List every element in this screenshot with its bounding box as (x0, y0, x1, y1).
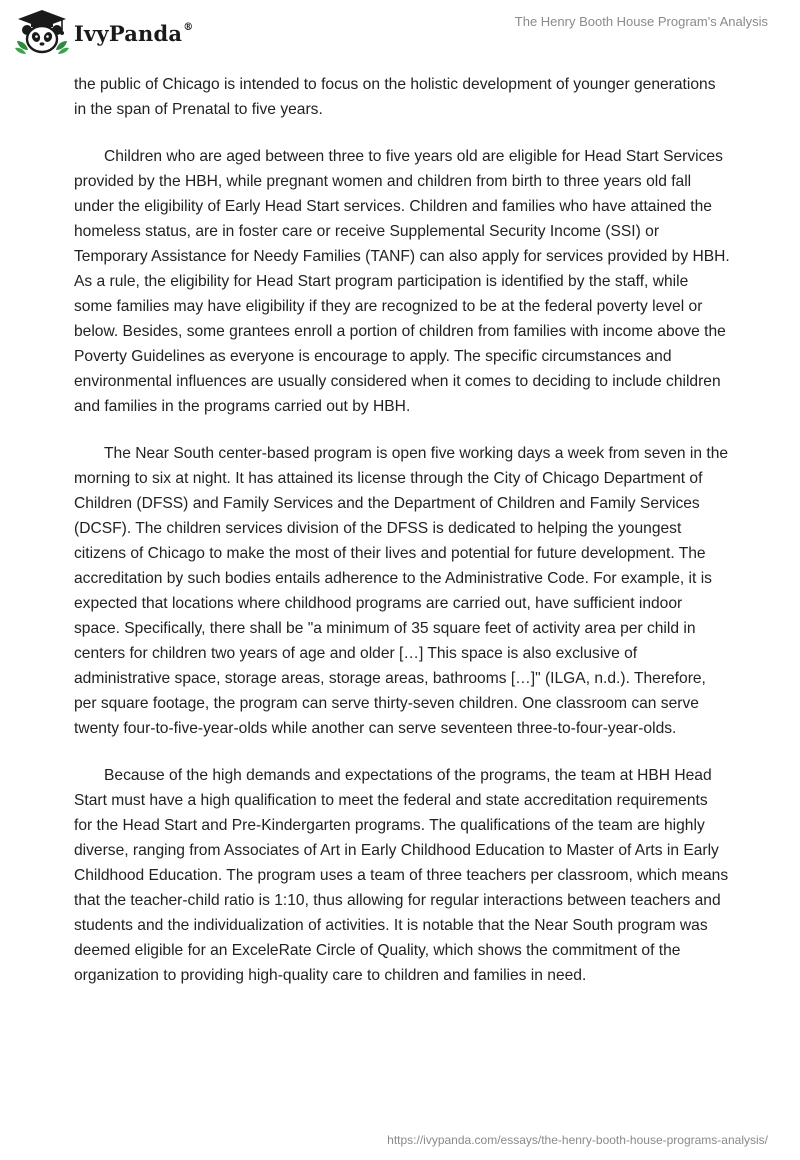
ivypanda-logo[interactable] (14, 8, 193, 56)
page-header (0, 0, 800, 60)
brand-name: IvyPanda® (74, 20, 194, 46)
essay-body (74, 72, 730, 1010)
paragraph: Because of the high demands and expectations of the programs, the team at HBH Head Start must have a high qualification to meet the federal and state accreditation requirements for the Head Start and Pre-Kindergarten programs. The qualifications of the team are highly diverse, ranging from Associates of Art in Early Childhood Education to Master of Arts in Early Childhood Education. The program uses a team of three teachers per classroom, which means that the teacher-child ratio is 1:10, thus allowing for regular interactions between teachers and students and the individualization of activities. It is notable that the Near South program was deemed eligible for an ExceleRate Circle of Quality, which shows the commitment of the organization to providing high-quality care to children and families in need. (74, 767, 729, 984)
paragraph: The Near South center-based program is open five working days a week from seven in the morning to six at night. It has attained its license through the City of Chicago Department of Children (DFSS) and Family Services and the Department of Children and Family Services (DCSF). The children services division of the DFSS is dedicated to helping the youngest citizens of Chicago to make the most of their lives and potential for future development. The accreditation by such bodies entails adherence to the Administrative Code. For example, it is expected that locations where childhood programs are carried out, have sufficient indoor space. Specifically, there shall be "a minimum of 35 square feet of activity area per child in centers for children two years of age and older […] This space is also exclusive of administrative space, storage areas, storage areas, bathrooms […]" (ILGA, n.d.). Therefore, per square footage, the program can serve thirty-seven children. One classroom can serve twenty four-to-five-year-olds while another can serve seventeen three-to-four-year-olds. (74, 445, 729, 737)
source-url[interactable]: https://ivypanda.com/essays/the-henry-booth-house-programs-analysis/ (387, 1133, 768, 1147)
panda-graduation-cap-icon (14, 8, 70, 56)
document-title: The Henry Booth House Program's Analysis (514, 14, 768, 29)
registered-mark: ® (183, 21, 194, 33)
paragraph: Children who are aged between three to five years old are eligible for Head Start Services provided by the HBH, while pregnant women and children from birth to three years old fall under the eligibility of Early Head Start services. Children and families who have attained the homeless status, are in foster care or receive Supplemental Security Income (SSI) or Temporary Assistance for Needy Families (TANF) can also apply for services provided by HBH. As a rule, the eligibility for Head Start program participation is identified by the staff, while some families may have eligibility if they are recognized to be at the federal poverty level or below. Besides, some grantees enroll a portion of children from families with income above the Poverty Guidelines as everyone is encourage to apply. The specific circumstances and environmental influences are usually considered when it comes to deciding to include children and families in the programs carried out by HBH. (74, 148, 730, 415)
paragraph: the public of Chicago is intended to focus on the holistic development of younger generations in the span of Prenatal to five years. (74, 76, 716, 118)
